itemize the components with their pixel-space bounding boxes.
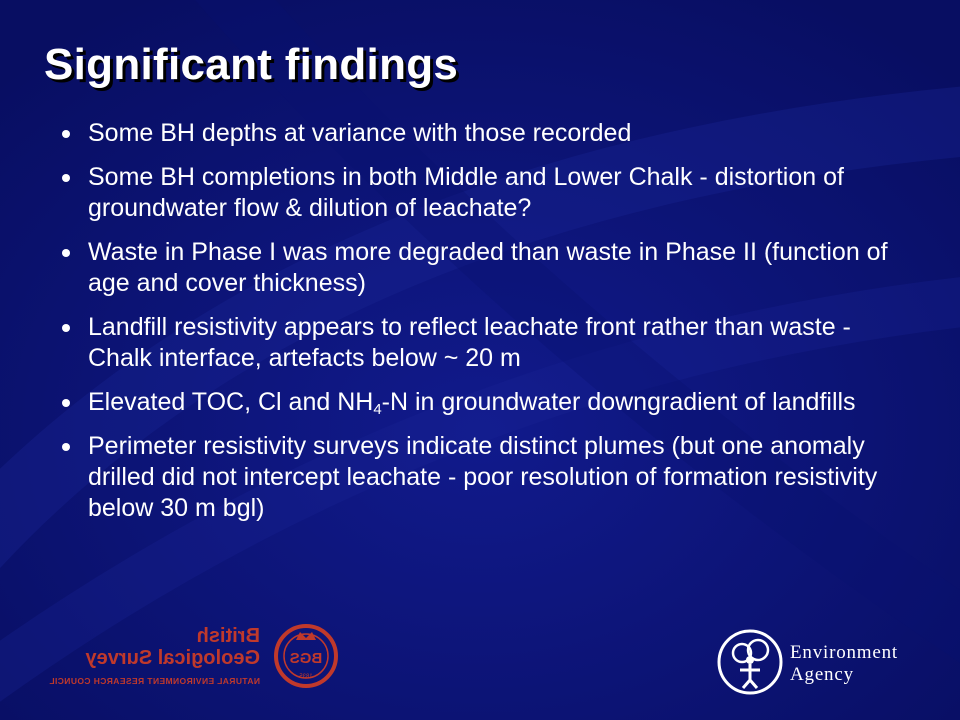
bullet-text-after: -N in groundwater downgradient of landfills <box>381 388 856 416</box>
slide-title: Significant findings <box>44 40 459 89</box>
bullet-text <box>88 388 856 416</box>
list-item <box>56 312 916 374</box>
bullet-text: Waste in Phase I was more degraded than waste in Phase II (function of age and cover thickness) <box>88 238 888 297</box>
ea-line1: Environment <box>790 642 899 663</box>
bgs-seal-text: BGS <box>289 650 323 667</box>
bgs-line3: NATURAL ENVIRONMENT RESEARCH COUNCIL <box>48 676 260 686</box>
bullet-text: Perimeter resistivity surveys indicate distinct plumes (but one anomaly drilled did not intercept leachate - poor resolution of formation resistivity below 30 m bgl) <box>88 432 878 522</box>
bullet-icon <box>62 249 70 257</box>
bullet-icon <box>62 443 70 451</box>
ea-line2: Agency <box>790 664 854 685</box>
list-item <box>56 162 916 224</box>
bgs-logo <box>40 620 370 696</box>
bgs-seal-year: 1835 <box>299 674 313 680</box>
bullet-icon <box>62 174 70 182</box>
bgs-line2: Geological Survey <box>85 647 260 669</box>
bullet-icon <box>62 399 70 407</box>
list-item <box>56 118 916 149</box>
bullet-text: Some BH depths at variance with those recorded <box>88 119 632 147</box>
list-item <box>56 387 916 418</box>
list-item <box>56 431 916 524</box>
subscript-text: 4 <box>373 401 382 418</box>
bullet-text-before: Elevated TOC, Cl and NH <box>88 388 374 416</box>
bullet-icon <box>62 324 70 332</box>
environment-agency-logo <box>716 626 946 702</box>
bullet-text: Some BH completions in both Middle and Lower Chalk - distortion of groundwater flow & dilution of leachate? <box>88 163 844 222</box>
list-item <box>56 237 916 299</box>
bgs-seal-icon <box>276 626 336 686</box>
bullet-text: Landfill resistivity appears to reflect leachate front rather than waste - Chalk interface, artefacts below ~ 20 m <box>88 313 851 372</box>
findings-list <box>56 118 916 537</box>
bgs-line1: British <box>196 625 260 647</box>
bullet-icon <box>62 130 70 138</box>
tree-figure-icon <box>719 631 781 693</box>
